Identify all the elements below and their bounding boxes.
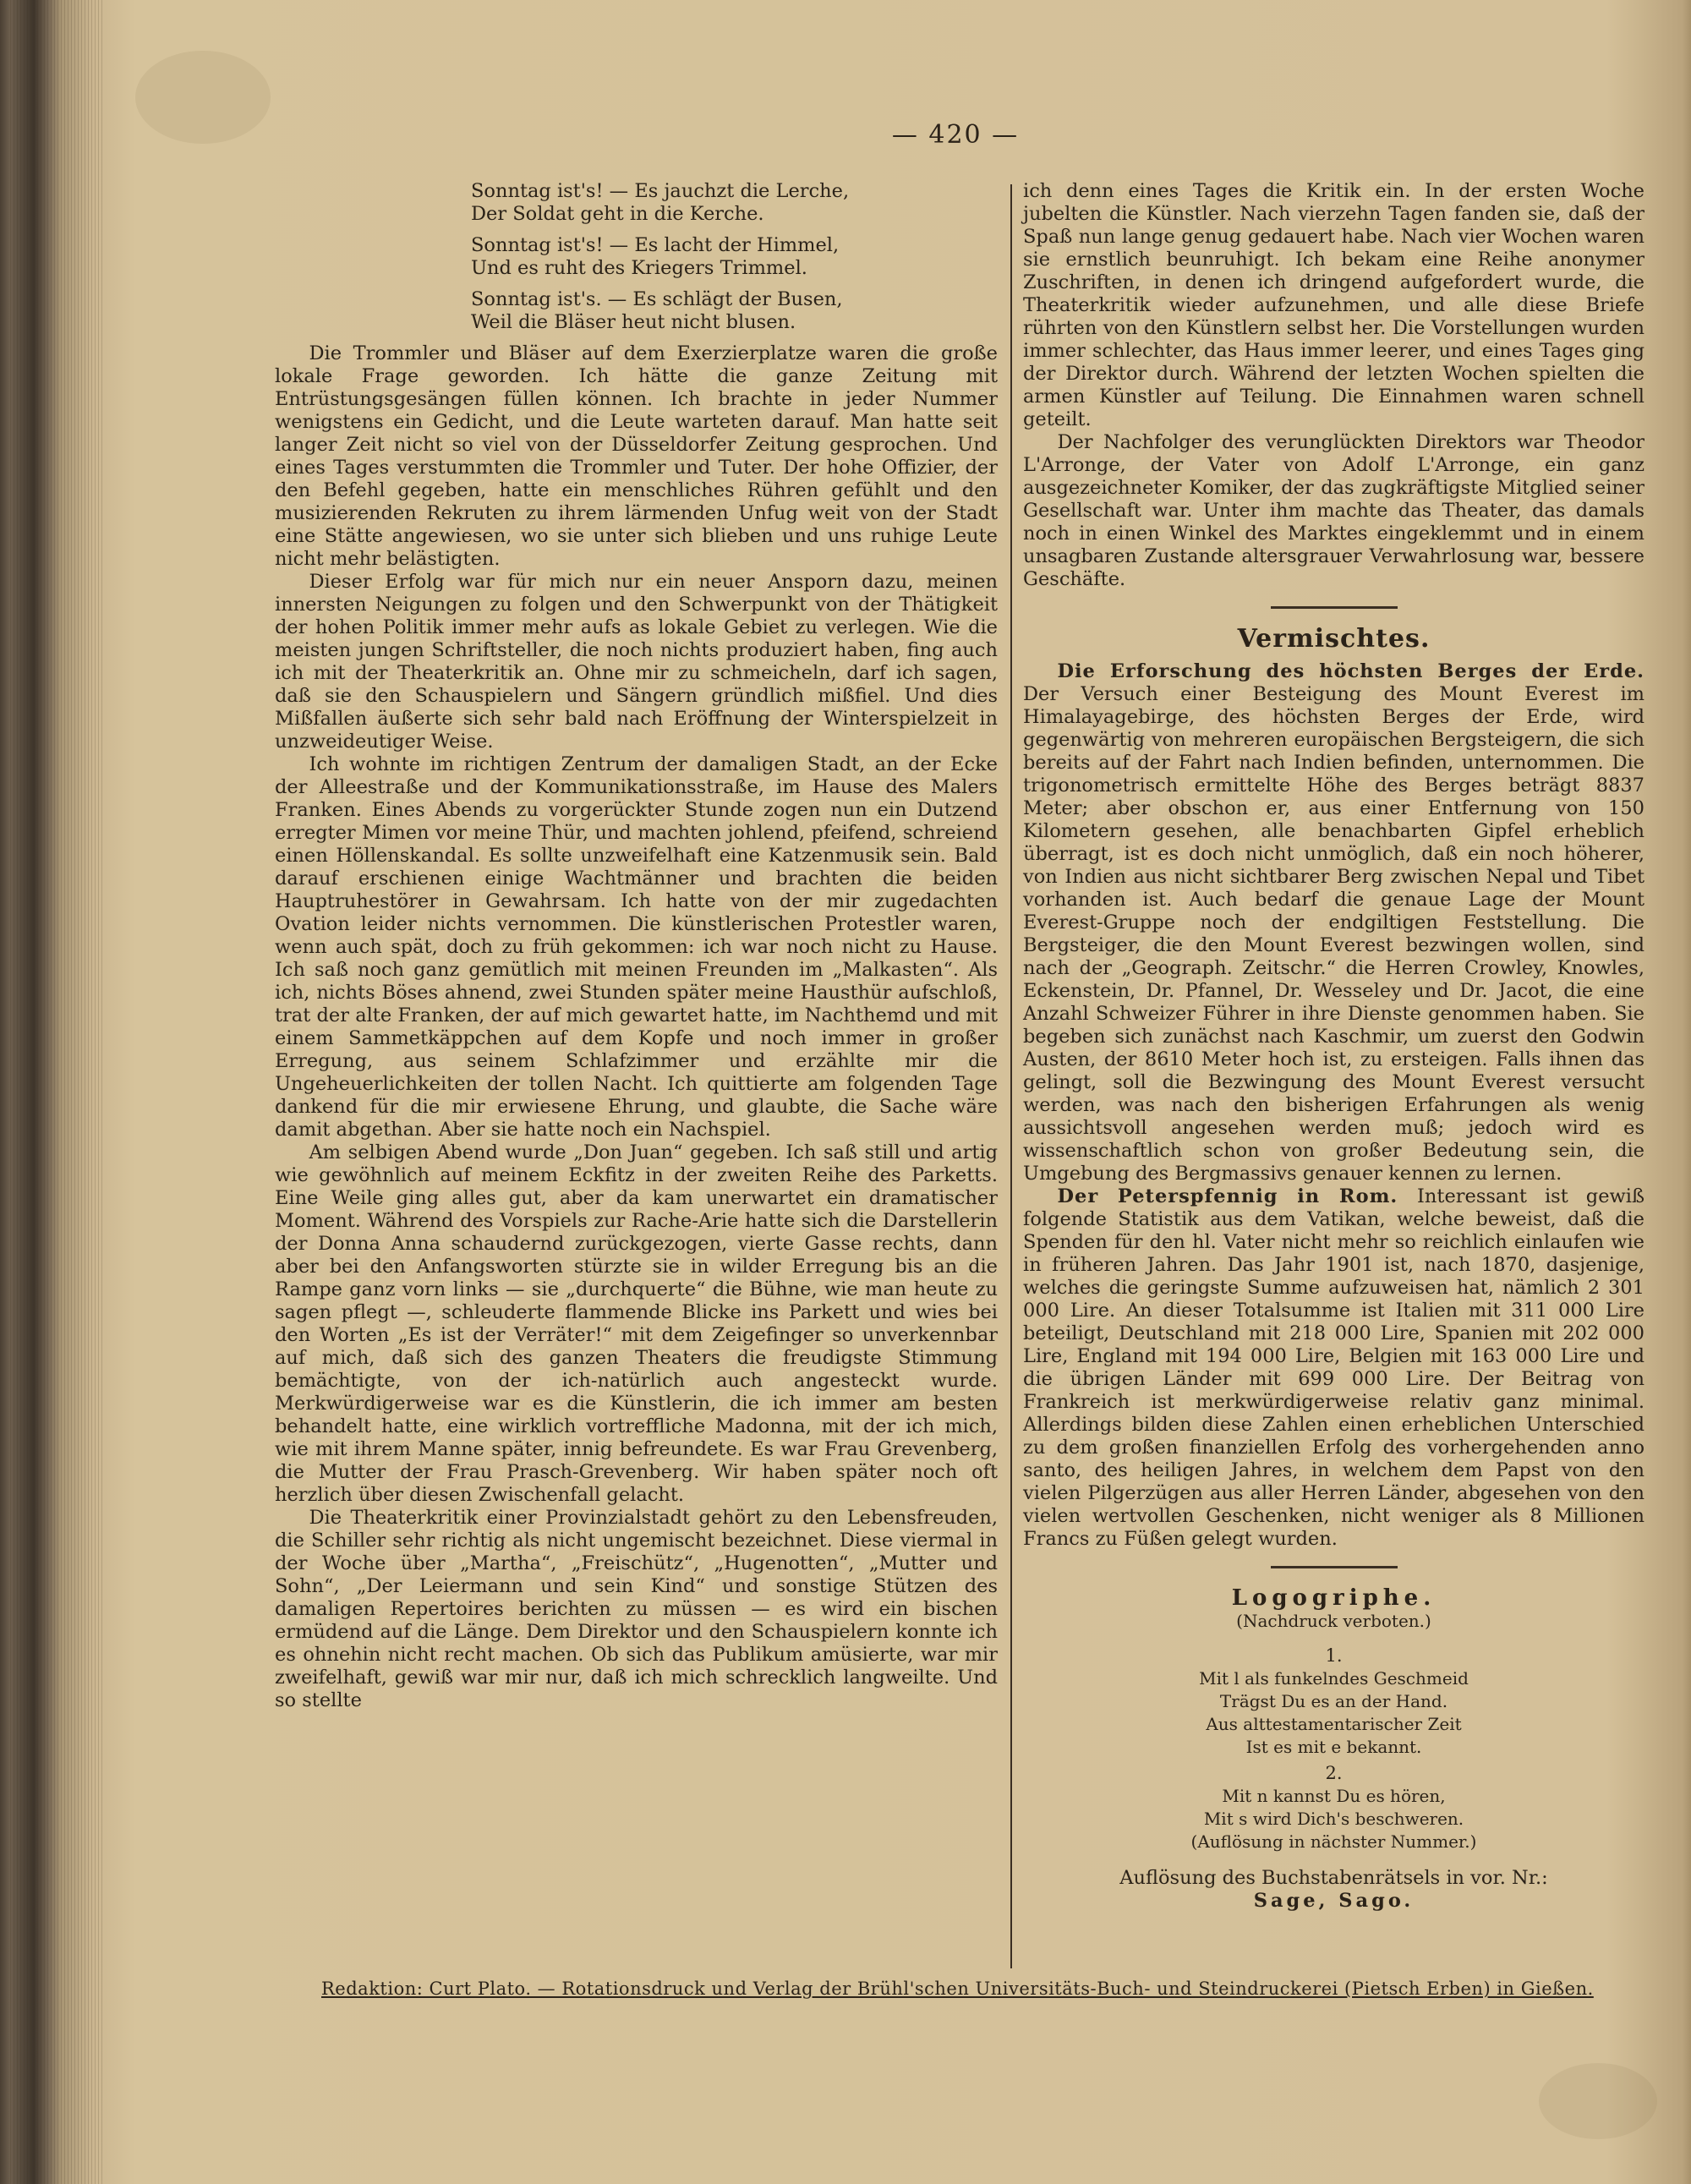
newspaper-page bbox=[101, 0, 1691, 2184]
article-everest bbox=[1023, 660, 1644, 1185]
solution-answer: Sage, Sago. bbox=[1253, 1890, 1415, 1912]
riddle-note: (Auflösung in nächster Nummer.) bbox=[1190, 1831, 1477, 1852]
logogriphe-title: Logogriphe. bbox=[1231, 1585, 1437, 1611]
article-text: Interessant ist gewiß folgende Statistik aus dem Vatikan, welche beweist, daß die Spenden für den hl. Vater nicht mehr so reichlich einlaufen wie in früheren Jahren. Das Jahr 1901 ist, nach 1870, dasjenige, welches die geringste Summe aufzuweisen hat, nämlich 2 301 000 Lire. An dieser Totalsumme ist Italien mit 311 000 Lire beteiligt, Deutschland mit 218 000 Lire, Spanien mit 202 000 Lire, England mit 194 000 Lire, Belgien mit 163 000 Lire und die übrigen Länder mit 699 000 Lire. Der Beitrag von Frankreich ist merkwürdigerweise relativ ganz minimal. Allerdings bilden diese Zahlen einen erheblichen Unterschied zu dem großen finanziellen Erfolg des vorhergehenden anno santo, des heiligen Jahres, in welchem dem Papst von den vielen Pilgerzügen aus aller Herren Länder, abgesehen von den vielen wertvollen Geschenken, nicht weniger als 8 Millionen Francs zu Füßen gelegt wurden. bbox=[1023, 1185, 1645, 1550]
body-paragraph: Dieser Erfolg war für mich nur ein neuer Ansporn dazu, meinen innersten Neigungen zu folgen und den Schwerpunkt von der Thätigkeit der hohen Politik immer mehr aufs as lokale Gebiet zu verlegen. Wie die meisten jungen Schriftsteller, die noch nichts produziert haben, fing auch ich mit der Theaterkritik an. Ohne mir zu schmeicheln, darf ich sagen, daß sie den Schauspielern und Sängern gründlich mißfiel. Und dies Mißfallen äußerte sich sehr bald nach Eröffnung der Winterspielzeit in unzweideutiger Weise. bbox=[275, 571, 998, 753]
body-paragraph: Ich wohnte im richtigen Zentrum der damaligen Stadt, an der Ecke der Alleestraße und der Kommunikationsstraße, im Hause des Malers Franken. Eines Abends zu vorgerückter Stunde zogen nun ein Dutzend erregter Mimen vor meine Thür, und machten johlend, pfeifend, schreiend einen Höllenskandal. Es sollte unzweifelhaft eine Katzenmusik sein. Bald darauf erschienen einige Wachtmänner und brachten die beiden Hauptruhestörer in Gewahrsam. Ich hatte von der mir zugedachten Ovation leider nichts vernommen. Die künstlerischen Protestler waren, wenn auch spät, doch zu früh gekommen: ich war noch nicht zu Hause. Ich saß noch ganz gemütlich mit meinen Freunden im „Malkasten“. Als ich, nichts Böses ahnend, zwei Stunden später meine Hausthür aufschloß, trat der alte Franken, der auf mich gewartet hatte, im Nachthemd und mit einem Sammetkäppchen auf dem Kopfe und noch immer in großer Erregung, aus seinem Schlafzimmer und erzählte mir die Ungeheuerlichkeiten der tollen Nacht. Ich quittierte am folgenden Tage dankend für die mir erwiesene Ehrung, und glaubte, die Sache wäre damit abgethan. Aber sie hatte noch ein Nachspiel. bbox=[275, 753, 998, 1141]
column-divider bbox=[1010, 184, 1012, 1968]
body-paragraph: ich denn eines Tages die Kritik ein. In der ersten Woche jubelten die Künstler. Nach vierzehn Tagen fanden sie, daß der Spaß nun lange genug gedauert habe. Nach vier Wochen waren sie ernstlich beunruhigt. Ich bekam eine Reihe anonymer Zuschriften, in denen ich dringend aufgefordert wurde, die Theaterkritik wieder aufzunehmen, und alle diese Briefe rührten von den Künstlern selbst her. Die Vorstellungen wurden immer schlechter, das Haus immer leerer, und eines Tages ging der Direktor durch. Während der letzten Wochen spielten die armen Künstler auf Teilung. Die Einnahmen waren schnell geteilt. bbox=[1023, 180, 1644, 430]
article-headline: Der Peterspfennig in Rom. bbox=[1057, 1185, 1418, 1207]
verse-line: Und es ruht des Kriegers Trimmel. bbox=[471, 257, 807, 279]
body-paragraph: Die Trommler und Bläser auf dem Exerzierplatze waren die große lokale Frage geworden. Ich hätte die ganze Zeitung mit Entrüstungsgesängen füllen können. Ich brachte in jeder Nummer wenigstens ein Gedicht, und die Leute warteten darauf. Man hatte seit langer Zeit nicht so viel von der Düsseldorfer Zeitung gesprochen. Und eines Tages verstummten die Trommler und Tuter. Der hohe Offizier, der den Befehl gegeben, hatte ein menschliches Rühren gefühlt und den musizierenden Rekruten zu ihrem lärmenden Unfug weit von der Stadt eine Stätte angewiesen, wo sie unter sich blieben und uns ruhige Leute nicht mehr belästigten. bbox=[275, 342, 998, 570]
verse-stanza bbox=[275, 180, 998, 226]
body-paragraph: Am selbigen Abend wurde „Don Juan“ gegeben. Ich saß still und artig wie gewöhnlich auf meinem Eckfitz in der zweiten Reihe des Parketts. Eine Weile ging alles gut, aber da kam unerwartet ein dramatischer Moment. Während des Vorspiels zur Rache-Arie hatte sich die Darstellerin der Donna Anna schaudernd zurückgezogen, vierte Gasse rechts, dann aber bei den Anfangsworten stürzte sie in wilder Erregung bis an die Rampe ganz vorn links — sie „durchquerte“ die Bühne, wie man heute zu sagen pflegt —, schleuderte flammende Blicke ins Parkett und wies bei den Worten „Es ist der Verräter!“ mit dem Zeigefinger so unverkennbar auf mich, daß sich des ganzen Theaters die freudigste Stimmung bemächtigte, von der ich-natürlich auch angesteckt wurde. Merkwürdigerweise war es die Künstlerin, die ich immer am besten behandelt hatte, eine wirklich vortreffliche Madonna, mit der ich mich, wie mit ihrem Manne später, innig befreundete. Es war Frau Grevenberg, die Mutter der Frau Prasch-Grevenberg. Wir haben später noch oft herzlich über diesen Zwischenfall gelacht. bbox=[275, 1141, 998, 1506]
section-heading: Vermischtes. bbox=[1237, 624, 1431, 654]
verse-line: Weil die Bläser heut nicht blusen. bbox=[471, 311, 796, 333]
section-rule bbox=[1271, 606, 1398, 609]
right-column bbox=[1023, 180, 1644, 1913]
verse-line: Sonntag ist's! — Es jauchzt die Lerche, bbox=[471, 180, 850, 202]
riddle-line: Mit s wird Dich's beschweren. bbox=[1203, 1809, 1464, 1829]
riddle-line: Mit l als funkelndes Geschmeid bbox=[1199, 1668, 1469, 1689]
solution-line: Auflösung des Buchstabenrätsels in vor. Nr.: bbox=[1119, 1867, 1548, 1889]
article-headline: Die Erforschung des höchsten Berges der Erde. bbox=[1057, 660, 1644, 682]
article-peterspfennig bbox=[1023, 1185, 1644, 1551]
article-text: Der Versuch einer Besteigung des Mount Everest im Himalayagebirge, des höchsten Berges der Erde, wird gegenwärtig von mehreren europäischen Bergsteigern, die sich bereits auf der Fahrt nach Indien befinden, unternommen. Die trigonometrisch ermittelte Höhe des Berges beträgt 8837 Meter; aber obschon er, aus einer Entfernung von 150 Kilometern gesehen, alle benachbarten Gipfel erheblich überragt, ist es doch nicht unmöglich, daß ein noch höherer, von Indien aus nicht sichtbarer Berg zwischen Nepal und Tibet vorhanden ist. Auch bedarf die genaue Lage der Mount Everest-Gruppe noch der endgiltigen Feststellung. Die Bergsteiger, die den Mount Everest bezwingen wollen, sind nach der „Geograph. Zeitschr.“ die Herren Crowley, Knowles, Eckenstein, Dr. Pfannel, Dr. Wesseley und Dr. Jacot, die eine Anzahl Schweizer Führer in ihre Dienste genommen haben. Sie begeben sich zunächst nach Kaschmir, um zuerst den Godwin Austen, der 8610 Meter hoch ist, zu ersteigen. Falls ihnen das gelingt, soll die Bezwingung des Mount Everest versucht werden, was nach den bisherigen Erfahrungen als wenig aussichtsvoll angesehen werden muß; jedoch wird es wissenschaftlich schon von großer Bedeutung sein, die Umgebung des Bergmassivs genauer kennen zu lernen. bbox=[1023, 683, 1644, 1185]
logogriphe-subtitle: (Nachdruck verboten.) bbox=[1236, 1611, 1431, 1631]
verse-line: Sonntag ist's. — Es schlägt der Busen, bbox=[471, 288, 843, 310]
verse-stanza bbox=[275, 288, 998, 334]
body-paragraph: Die Theaterkritik einer Provinzialstadt gehört zu den Lebensfreuden, die Schiller sehr richtig als nicht ungemischt bezeichnet. Diese viermal in der Woche über „Martha“, „Freischütz“, „Hugenotten“, „Mutter und Sohn“, „Der Leiermann und sein Kind“ und sonstige Stützen des damaligen Repertoires berichten zu müssen — es wird ein bischen ermüdend auf die Länge. Dem Direktor und den Schauspielern konnte ich es ohnehin nicht recht machen. Ob sich das Publikum amüsierte, war mir zweifelhaft, gewiß war mir nur, daß ich mich schrecklich langweilte. Und so stellte bbox=[275, 1507, 998, 1711]
imprint-footer: Redaktion: Curt Plato. — Rotationsdruck und Verlag der Brühl'schen Universitäts-Buch- und Steindruckerei (Pietsch Erben) in Gießen. bbox=[321, 1979, 1594, 1999]
riddle-line: Mit n kannst Du es hören, bbox=[1222, 1786, 1446, 1806]
verse-line: Sonntag ist's! — Es lacht der Himmel, bbox=[471, 234, 840, 256]
riddle-line: Ist es mit e bekannt. bbox=[1245, 1737, 1422, 1757]
paper-stain bbox=[135, 51, 271, 144]
logogriphe-box bbox=[1023, 1587, 1644, 1853]
riddle-line: Aus alttestamentarischer Zeit bbox=[1206, 1714, 1462, 1734]
riddle-line: Trägst Du es an der Hand. bbox=[1219, 1691, 1448, 1711]
riddle-number: 1. bbox=[1325, 1645, 1343, 1666]
page-number: — 420 — bbox=[891, 120, 1020, 150]
verse-stanza bbox=[275, 234, 998, 280]
left-column bbox=[275, 180, 998, 1712]
riddle-number: 2. bbox=[1325, 1763, 1343, 1783]
body-paragraph: Der Nachfolger des verunglückten Direktors war Theodor L'Arronge, der Vater von Adolf L'Arronge, ein ganz ausgezeichneter Komiker, der das zugkräftigste Mitglied seiner Gesellschaft war. Unter ihm machte das Theater, das damals noch in einen Winkel des Marktes eingeklemmt und in einem unsagbaren Zustande altersgrauer Verwahrlosung war, bessere Geschäfte. bbox=[1023, 431, 1644, 590]
paper-stain bbox=[1539, 2063, 1657, 2139]
verse-line: Der Soldat geht in die Kerche. bbox=[471, 203, 764, 225]
section-rule bbox=[1271, 1566, 1398, 1568]
